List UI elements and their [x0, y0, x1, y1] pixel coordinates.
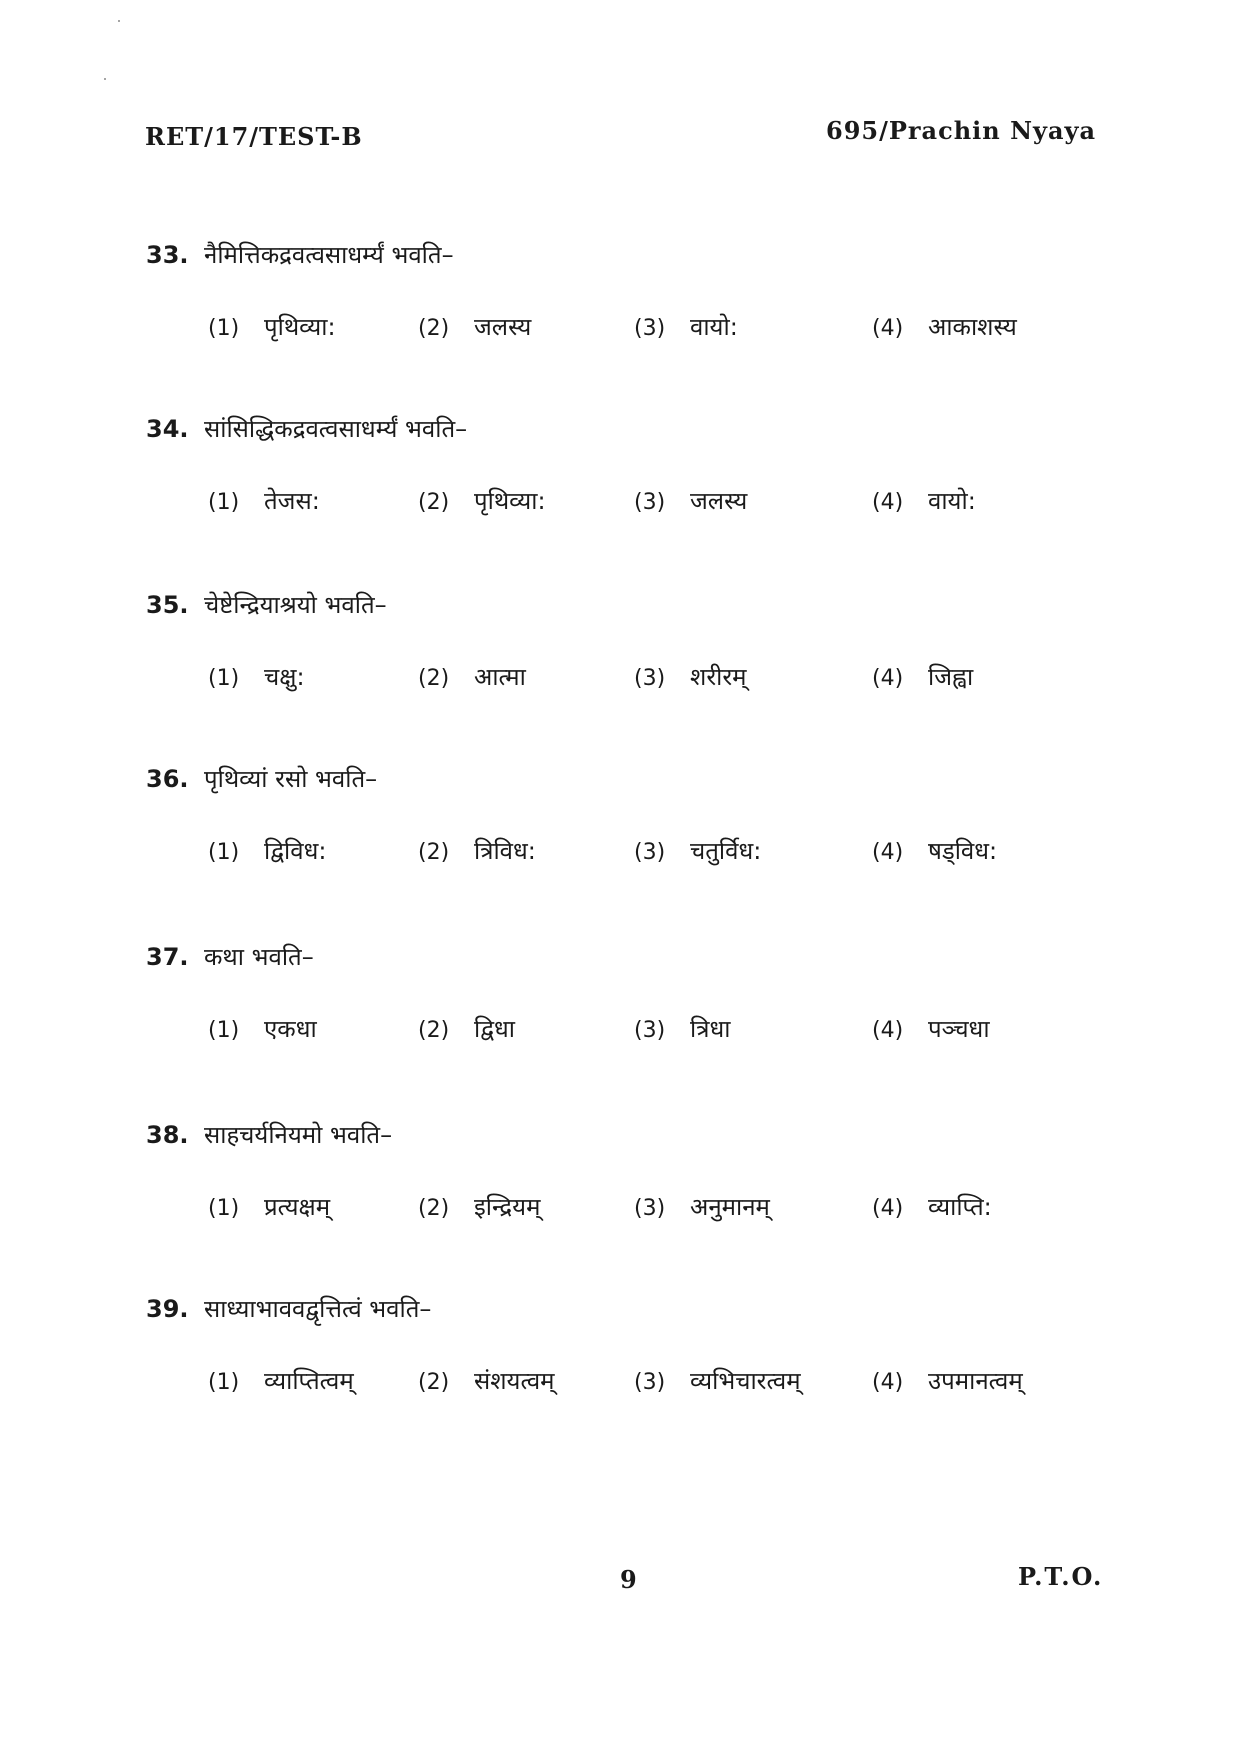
- option-number: (2): [418, 1196, 450, 1221]
- option-2: [418, 1012, 515, 1052]
- option-3: [634, 1190, 770, 1230]
- question-text: साध्याभाववद्वृत्तित्वं भवति–: [204, 1295, 432, 1323]
- question-number: 38.: [146, 1121, 189, 1149]
- option-text: शरीरम्: [690, 663, 747, 691]
- option-3: [634, 1364, 801, 1404]
- option-3: [634, 660, 747, 700]
- option-3: [634, 1012, 730, 1052]
- option-number: (2): [418, 840, 450, 865]
- option-number: (4): [872, 490, 904, 515]
- option-2: [418, 1364, 555, 1404]
- question-number: 39.: [146, 1295, 189, 1323]
- question-line: [146, 412, 467, 452]
- question-line: [146, 940, 314, 980]
- option-text: चक्षु:: [264, 663, 305, 691]
- option-number: (1): [208, 1018, 240, 1043]
- scan-speck: [118, 20, 120, 22]
- option-text: इन्द्रियम्: [474, 1193, 541, 1221]
- option-text: संशयत्वम्: [474, 1367, 555, 1395]
- question-number: 36.: [146, 765, 189, 793]
- question-line: [146, 1118, 392, 1158]
- option-text: पृथिव्या:: [264, 313, 336, 341]
- option-text: आकाशस्य: [928, 313, 1017, 341]
- option-text: वायो:: [928, 487, 976, 515]
- option-number: (3): [634, 840, 666, 865]
- option-text: पञ्चधा: [928, 1015, 990, 1043]
- option-4: [872, 660, 973, 700]
- option-number: (3): [634, 1370, 666, 1395]
- question-line: [146, 762, 377, 802]
- option-number: (2): [418, 1370, 450, 1395]
- option-text: व्याप्तित्वम्: [264, 1367, 354, 1395]
- option-2: [418, 1190, 540, 1230]
- option-4: [872, 1364, 1023, 1404]
- option-number: (1): [208, 490, 240, 515]
- option-1: [208, 310, 336, 350]
- option-2: [418, 310, 531, 350]
- option-number: (2): [418, 316, 450, 341]
- option-1: [208, 1364, 354, 1404]
- option-number: (3): [634, 1018, 666, 1043]
- option-number: (1): [208, 840, 240, 865]
- question-33: [146, 238, 1126, 378]
- option-text: एकधा: [264, 1015, 317, 1043]
- option-number: (1): [208, 666, 240, 691]
- option-text: वायो:: [690, 313, 738, 341]
- option-text: द्विधा: [474, 1015, 515, 1043]
- option-text: उपमानत्वम्: [928, 1367, 1023, 1395]
- option-text: तेजस:: [264, 487, 320, 515]
- option-number: (4): [872, 1370, 904, 1395]
- option-number: (3): [634, 316, 666, 341]
- option-number: (4): [872, 840, 904, 865]
- question-text: कथा भवति–: [204, 943, 314, 971]
- option-4: [872, 484, 976, 524]
- option-2: [418, 834, 536, 874]
- option-number: (1): [208, 316, 240, 341]
- question-line: [146, 238, 454, 278]
- option-text: जलस्य: [474, 313, 532, 341]
- option-number: (1): [208, 1196, 240, 1221]
- option-3: [634, 310, 738, 350]
- option-4: [872, 834, 997, 874]
- option-4: [872, 310, 1017, 350]
- option-3: [634, 484, 747, 524]
- option-1: [208, 834, 326, 874]
- option-1: [208, 1012, 317, 1052]
- option-2: [418, 484, 546, 524]
- question-34: [146, 412, 1126, 552]
- option-text: जलस्य: [690, 487, 748, 515]
- option-text: व्याप्ति:: [928, 1193, 992, 1221]
- question-number: 37.: [146, 943, 189, 971]
- question-number: 35.: [146, 591, 189, 619]
- option-number: (3): [634, 490, 666, 515]
- question-number: 33.: [146, 241, 189, 269]
- question-number: 34.: [146, 415, 189, 443]
- option-1: [208, 1190, 330, 1230]
- option-text: आत्मा: [474, 663, 526, 691]
- option-number: (3): [634, 666, 666, 691]
- scan-speck: [104, 78, 106, 80]
- option-number: (2): [418, 490, 450, 515]
- option-number: (2): [418, 1018, 450, 1043]
- option-number: (4): [872, 316, 904, 341]
- page-number: 9: [620, 1565, 637, 1594]
- option-4: [872, 1190, 992, 1230]
- subject-code: 695/Prachin Nyaya: [826, 116, 1097, 145]
- option-number: (4): [872, 666, 904, 691]
- option-text: पृथिव्या:: [474, 487, 546, 515]
- question-39: [146, 1292, 1126, 1432]
- option-2: [418, 660, 526, 700]
- question-line: [146, 588, 387, 628]
- exam-code: RET/17/TEST-B: [145, 122, 363, 151]
- question-text: सांसिद्धिकद्रवत्वसाधर्म्यं भवति–: [204, 415, 468, 443]
- option-text: व्यभिचारत्वम्: [690, 1367, 801, 1395]
- question-text: साहचर्यनियमो भवति–: [204, 1121, 393, 1149]
- option-1: [208, 484, 320, 524]
- option-text: चतुर्विध:: [690, 837, 762, 865]
- option-number: (2): [418, 666, 450, 691]
- question-text: नैमित्तिकद्रवत्वसाधर्म्यं भवति–: [204, 241, 454, 269]
- option-1: [208, 660, 305, 700]
- option-4: [872, 1012, 990, 1052]
- question-38: [146, 1118, 1126, 1258]
- option-text: त्रिविध:: [474, 837, 536, 865]
- option-text: जिह्वा: [928, 663, 974, 691]
- option-number: (3): [634, 1196, 666, 1221]
- option-text: प्रत्यक्षम्: [264, 1193, 331, 1221]
- option-number: (4): [872, 1196, 904, 1221]
- question-text: पृथिव्यां रसो भवति–: [204, 765, 378, 793]
- question-37: [146, 940, 1126, 1080]
- question-35: [146, 588, 1126, 728]
- please-turn-over: P.T.O.: [1018, 1562, 1104, 1591]
- option-number: (1): [208, 1370, 240, 1395]
- option-text: द्विविध:: [264, 837, 327, 865]
- option-text: षड्विध:: [928, 837, 998, 865]
- option-text: त्रिधा: [690, 1015, 731, 1043]
- option-3: [634, 834, 761, 874]
- question-36: [146, 762, 1126, 902]
- option-text: अनुमानम्: [690, 1193, 770, 1221]
- option-number: (4): [872, 1018, 904, 1043]
- question-line: [146, 1292, 431, 1332]
- question-text: चेष्टेन्द्रियाश्रयो भवति–: [204, 591, 387, 619]
